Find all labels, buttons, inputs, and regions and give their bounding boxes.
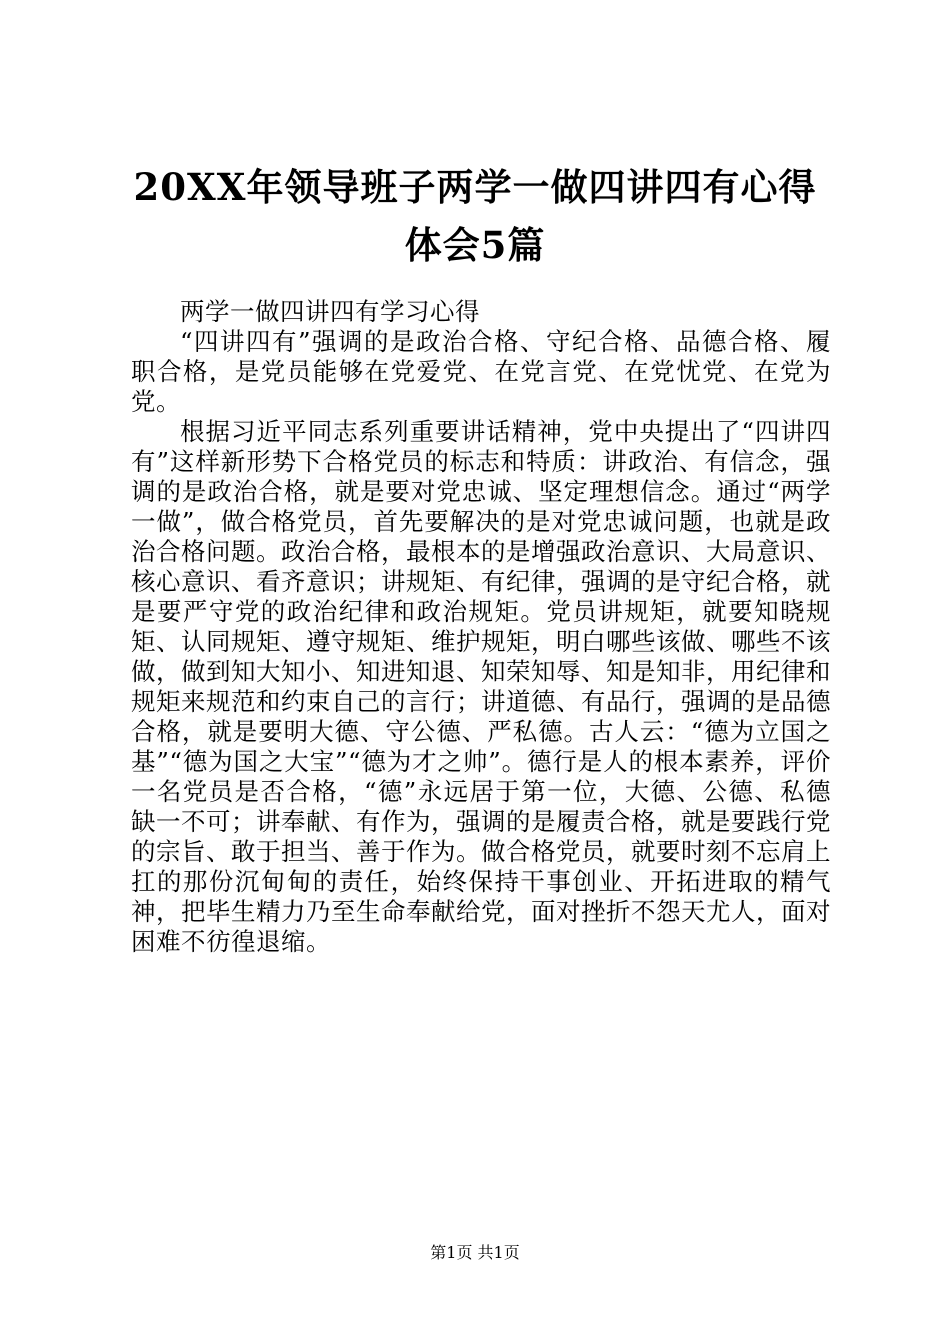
page-footer: 第1页 共1页 [430,1243,520,1262]
paragraph-main: 根据习近平同志系列重要讲话精神，党中央提出了“四讲四有”这样新形势下合格党员的标志和特质：讲政治、有信念，强调的是政治合格，就是要对党忠诚、坚定理想信念。通过“两学一做”，做合格党员，首先要解决的是对党忠诚问题，也就是政治合格问题。政治合格，最根本的是增强政治意识、大局意识、核心意识、看齐意识；讲规矩、有纪律，强调的是守纪合格，就是要严守党的政治纪律和政治规矩。党员讲规矩，就要知晓规矩、认同规矩、遵守规矩、维护规矩，明白哪些该做、哪些不该做，做到知大知小、知进知退、知荣知辱、知是知非，用纪律和规矩来规范和约束自己的言行；讲道德、有品行，强调的是品德合格，就是要明大德、守公德、严私德。古人云：“德为立国之基”“德为国之大宝”“德为才之帅”。德行是人的根本素养，评价一名党员是否合格，“德”永远居于第一位，大德、公德、私德缺一不可；讲奉献、有作为，强调的是履责合格，就是要践行党的宗旨、敢于担当、善于作为。做合格党员，就要时刻不忘肩上扛的那份沉甸甸的责任，始终保持干事创业、开拓进取的精气神，把毕生精力乃至生命奉献给党，面对挫折不怨天尤人，面对困难不彷徨退缩。 [131,417,831,956]
document-body [131,297,831,957]
paragraph-subtitle: 两学一做四讲四有学习心得 [180,297,480,326]
document-title: 20XX年领导班子两学一做四讲四有心得体会5篇 [133,165,817,267]
paragraph-intro: “四讲四有”强调的是政治合格、守纪合格、品德合格、履职合格，是党员能够在党爱党、在党言党、在党忧党、在党为党。 [131,327,831,416]
